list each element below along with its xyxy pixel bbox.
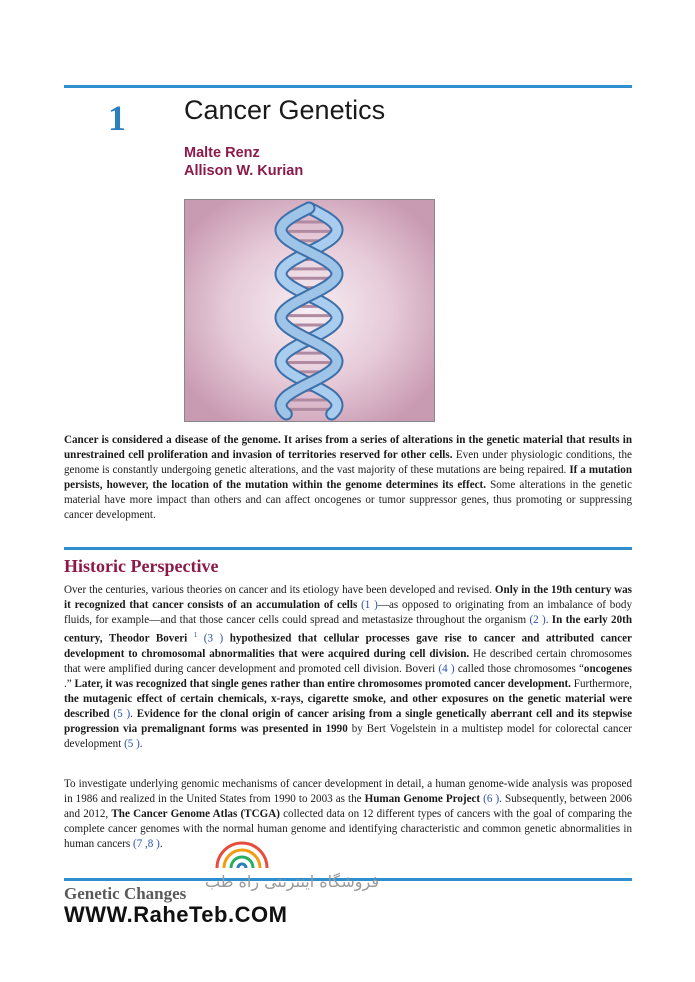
intro-sentence-4: Some alterations in the genetic material have more impact than others and can affect oncogenes or tumor suppressor genes, thus promoting or suppressing cancer development.: [64, 479, 632, 521]
author-1: Malte Renz: [184, 145, 260, 161]
text-run: Only in the 19th century was it recognized that cancer consists of an accumulation of cells: [64, 584, 633, 611]
text-run: .: [545, 614, 552, 626]
reference-link[interactable]: (6 ): [483, 793, 500, 805]
intro-sentence-2: Even under physiologic conditions, the genome is constantly undergoing genetic alterations, and the vast majority of these mutations are being repaired.: [64, 449, 632, 476]
text-run: oncogenes: [583, 662, 632, 675]
text-run: .”: [64, 677, 75, 690]
historic-paragraph-1: [64, 583, 632, 752]
text-run: collected data on 12 different types of cancers with the goal of comparing the complete cancer genomes with the normal human genome and identifying characteristic and common genetic abnormalities in human cancers: [64, 808, 632, 850]
reference-link[interactable]: (1 ): [361, 599, 378, 611]
chapter-title: Cancer Genetics: [184, 95, 386, 125]
text-run: .: [130, 707, 137, 720]
section-heading-historic: Historic Perspective: [64, 556, 219, 576]
watermark-logo-icon: [212, 838, 272, 870]
text-run: the mutagenic effect of certain chemicals, x-rays, cigarette smoke, and other exposures on the genetic material were described: [64, 692, 632, 720]
text-run: .: [139, 737, 143, 750]
reference-link[interactable]: (4 ): [438, 662, 455, 675]
reference-link[interactable]: (2 ): [529, 614, 546, 626]
reference-link[interactable]: (5 ): [113, 707, 131, 720]
historic-paragraph-2: [64, 777, 632, 852]
watermark-url: WWW.RaheTeb.COM: [64, 902, 288, 927]
text-run: He described certain chromosomes that were amplified during cancer development and promoted cell division. Boveri: [64, 647, 632, 675]
reference-link[interactable]: (7 ,8 ): [133, 838, 160, 850]
text-run: . Subsequently, between 2006 and 2012,: [64, 793, 632, 820]
text-run: Evidence for the clonal origin of cancer arising from a single genetically aberrant cell and its stepwise progression via premalignant forms was presented in 1990: [64, 707, 633, 735]
text-run: by Bert Vogelstein in a multistep model for colorectal cancer development: [64, 722, 632, 750]
reference-link[interactable]: (3 ): [203, 632, 224, 645]
watermark-persian-text: فروشگاه اینترنتی راه طب: [205, 872, 379, 891]
intro-sentence-1: Cancer is considered a disease of the genome. It arises from a series of alterations in the genetic material that results in unrestrained cell proliferation and invasion of territories reserved for other cells.: [64, 434, 632, 461]
footnote-marker[interactable]: 1: [193, 631, 198, 639]
text-run: Later, it was recognized that single genes rather than entire chromosomes promoted cancer development.: [74, 677, 571, 690]
text-run: In the early 20th century, Theodor Boveri: [64, 614, 632, 645]
reference-link[interactable]: (5 ): [124, 737, 140, 750]
section-heading-genetic-changes: Genetic Changes: [64, 884, 187, 903]
text-run: Furthermore,: [570, 677, 633, 690]
text-run: Human Genome Project: [364, 793, 481, 805]
section-rule-1: [64, 547, 632, 550]
text-run: called those chromosomes “: [454, 662, 584, 675]
text-run: —as opposed to originating from an imbalance of body fluids, for example—and that those cancer cells could spread and metastasize throughout the organism: [64, 599, 632, 626]
dna-helix-illustration: [185, 200, 434, 421]
author-2: Allison W. Kurian: [184, 163, 304, 179]
text-run: To investigate underlying genomic mechanisms of cancer development in detail, a human genome-wide analysis was proposed in 1986 and realized in the United States from 1990 to 2003 as the: [64, 778, 632, 805]
dna-helix-figure: [184, 199, 435, 422]
intro-paragraph: [64, 433, 632, 523]
top-rule: [64, 85, 632, 88]
text-run: The Cancer Genome Atlas (TCGA): [111, 808, 280, 820]
intro-sentence-3: If a mutation persists, however, the location of the mutation within the genome determines its effect.: [64, 464, 632, 491]
text-run: Over the centuries, various theories on cancer and its etiology have been developed and revised.: [64, 584, 495, 596]
text-run: hypothesized that cellular processes gave rise to cancer and attributed cancer development to chromosomal abnormalities that were acquired during cell division.: [64, 632, 632, 660]
chapter-number: 1: [108, 98, 126, 138]
text-run: .: [159, 838, 163, 850]
